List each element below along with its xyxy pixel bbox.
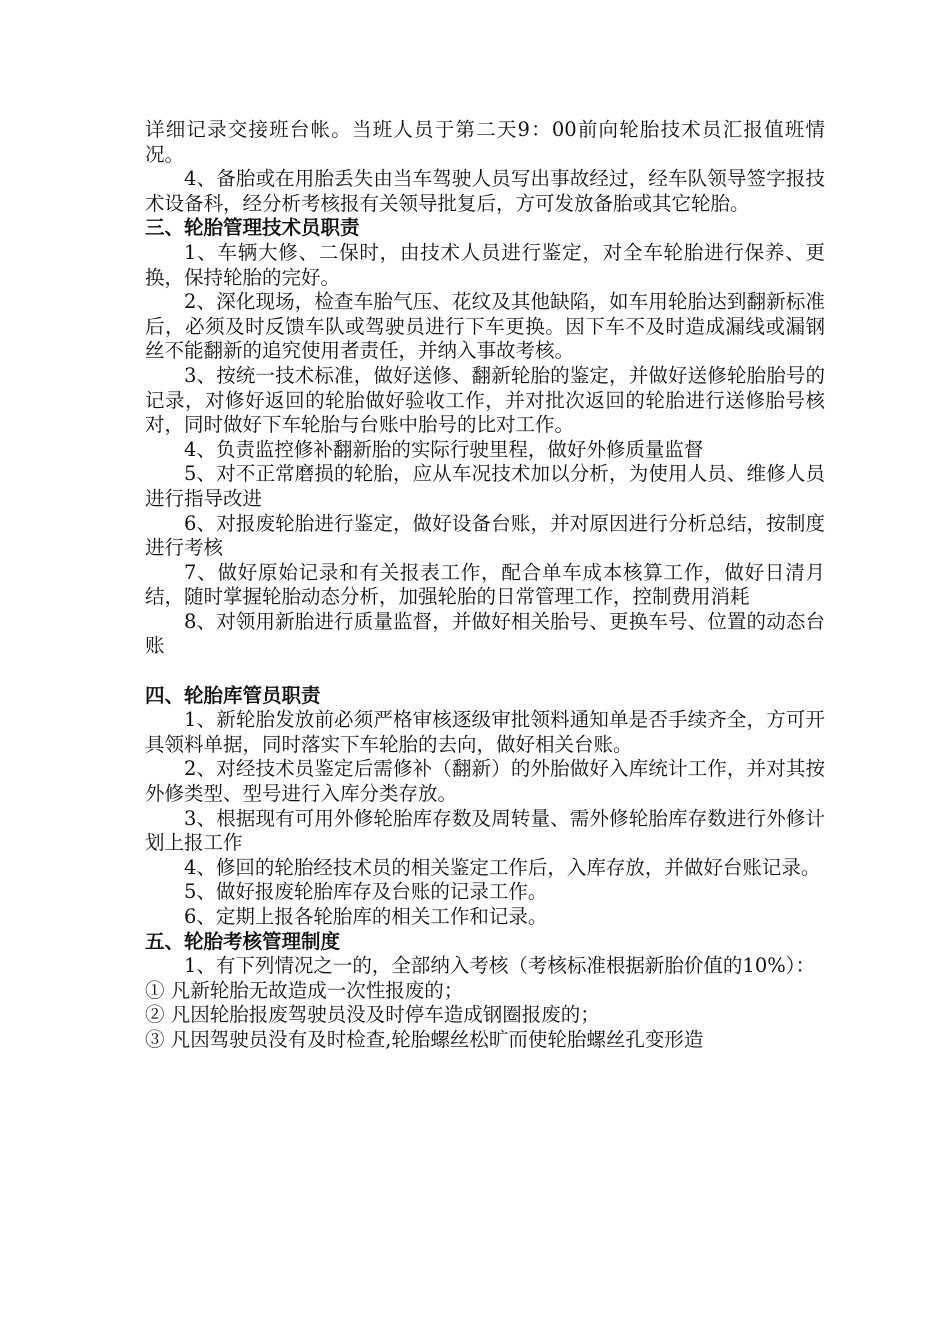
- paragraph: 2、对经技术员鉴定后需修补（翻新）的外胎做好入库统计工作，并对其按外修类型、型号进行入库分类存放。: [145, 757, 825, 806]
- document-page: [145, 118, 825, 1053]
- paragraph: 1、车辆大修、二保时，由技术人员进行鉴定，对全车轮胎进行保养、更换，保持轮胎的完好。: [145, 240, 825, 289]
- paragraph: 5、做好报废轮胎库存及台账的记录工作。: [184, 880, 548, 904]
- list-item: ① 凡新轮胎无故造成一次性报废的；: [145, 978, 464, 1002]
- paragraph: 详细记录交接班台帐。当班人员于第二天9：00前向轮胎技术员汇报值班情况。: [145, 118, 825, 166]
- paragraph: 4、备胎或在用胎丢失由当车驾驶人员写出事故经过，经车队领导签字报技术设备科，经分析考核报有关领导批复后，方可发放备胎或其它轮胎。: [145, 167, 825, 215]
- paragraph: 7、做好原始记录和有关报表工作，配合单车成本核算工作，做好日清月结，随时掌握轮胎动态分析，加强轮胎的日常管理工作，控制费用消耗: [145, 560, 825, 609]
- list-item: ③ 凡因驾驶员没有及时检查,轮胎螺丝松旷而使轮胎螺丝孔变形造: [145, 1027, 704, 1051]
- paragraph: 1、有下列情况之一的，全部纳入考核（考核标准根据新胎价值的10%）：: [184, 954, 815, 978]
- section-heading: 三、轮胎管理技术员职责: [145, 216, 360, 240]
- paragraph: 4、修回的轮胎经技术员的相关鉴定工作后，入库存放，并做好台账记录。: [184, 855, 821, 879]
- blank-line: [145, 659, 825, 684]
- paragraph: 3、按统一技术标准，做好送修、翻新轮胎的鉴定，并做好送修轮胎胎号的记录，对修好返回的轮胎做好验收工作，并对批次返回的轮胎进行送修胎号核对，同时做好下车轮胎与台账中胎号的比对工作。: [145, 363, 825, 437]
- paragraph: 3、根据现有可用外修轮胎库存数及周转量、需外修轮胎库存数进行外修计划上报工作: [145, 806, 825, 855]
- section-heading: 五、轮胎考核管理制度: [145, 929, 341, 953]
- paragraph: 6、定期上报各轮胎库的相关工作和记录。: [184, 905, 548, 928]
- list-item: ② 凡因轮胎报废驾驶员没及时停车造成钢圈报废的；: [145, 1003, 600, 1027]
- paragraph: 1、新轮胎发放前必须严格审核逐级审批领料通知单是否手续齐全，方可开具领料单据，同时落实下车轮胎的去向，做好相关台账。: [145, 708, 825, 756]
- paragraph: 5、对不正常磨损的轮胎，应从车况技术加以分析，为使用人员、维修人员进行指导改进: [145, 462, 825, 510]
- paragraph: 2、深化现场，检查车胎气压、花纹及其他缺陷，如车用轮胎达到翻新标准后，必须及时反馈车队或驾驶员进行下车更换。因下车不及时造成漏线或漏钢丝不能翻新的追究使用者责任，并纳入事故考核。: [145, 290, 825, 363]
- paragraph: 8、对领用新胎进行质量监督，并做好相关胎号、更换车号、位置的动态台账: [145, 609, 825, 658]
- paragraph: 4、负责监控修补翻新胎的实际行驶里程，做好外修质量监督: [184, 437, 704, 461]
- paragraph: 6、对报废轮胎进行鉴定，做好设备台账，并对原因进行分析总结，按制度进行考核: [145, 511, 825, 560]
- section-heading: 四、轮胎库管员职责: [145, 683, 321, 707]
